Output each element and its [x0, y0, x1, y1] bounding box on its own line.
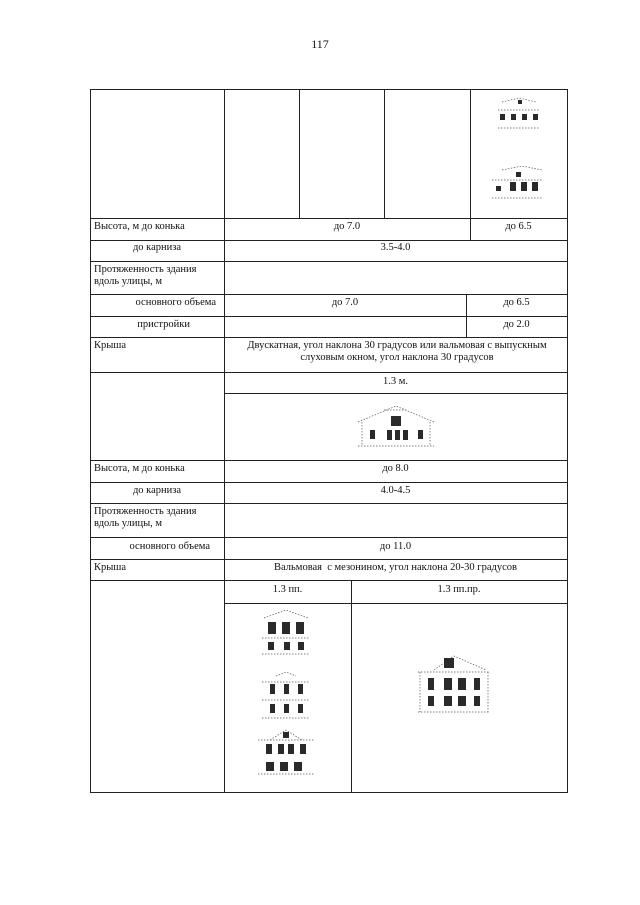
height-ridge-value-main: до 7.0 [333, 221, 361, 232]
height-ridge-value-side: до 6.5 [505, 221, 532, 232]
height-ridge-label: Высота, м до конька [94, 221, 185, 232]
main-volume-value: до 7.0 [331, 297, 359, 308]
main-volume-value-2: до 11.0 [379, 541, 412, 552]
eaves-value: 3.5-4.0 [380, 242, 411, 253]
type-right-label: 1.3 пп.пр. [437, 584, 481, 595]
length-label-2: Протяженность здания вдоль улицы, м [94, 506, 197, 529]
annex-label: пристройки [137, 319, 190, 330]
roof-label-2: Крыша [94, 562, 127, 573]
eaves-label-2: до карниза [132, 485, 182, 496]
roof-value: Двускатная, угол наклона 30 градусов или вальмовая с выпускным слуховым окном, угол наклона 30 градусов [247, 340, 547, 363]
type-label-13m: 1.3 м. [382, 376, 409, 387]
house-sketch-2 [488, 166, 544, 206]
height-ridge-value-2: до 8.0 [382, 463, 409, 474]
main-volume-label: основного объема [135, 297, 216, 308]
house-sketch-13m [354, 402, 438, 454]
house-sketch-pp-pr [414, 652, 494, 716]
main-volume-label-2: основного объема [129, 541, 210, 552]
house-sketch-pp-2 [258, 670, 314, 720]
length-label: Протяженность здания вдоль улицы, м [94, 264, 197, 287]
main-volume-value-side: до 6.5 [503, 297, 530, 308]
type-left-label: 1.3 пп. [272, 584, 303, 595]
house-sketch-1 [494, 96, 544, 136]
roof-label: Крыша [94, 340, 127, 351]
height-ridge-label-2: Высота, м до конька [94, 463, 185, 474]
eaves-label: до карниза [132, 242, 182, 253]
annex-value: до 2.0 [503, 319, 530, 330]
eaves-value-2: 4.0-4.5 [380, 485, 411, 496]
page-number: 117 [311, 37, 329, 51]
house-sketch-pp-3 [256, 726, 316, 778]
roof-value-2: Вальмовая с мезонином, угол наклона 20-30 градусов [274, 562, 517, 573]
house-sketch-pp-1 [258, 608, 314, 656]
